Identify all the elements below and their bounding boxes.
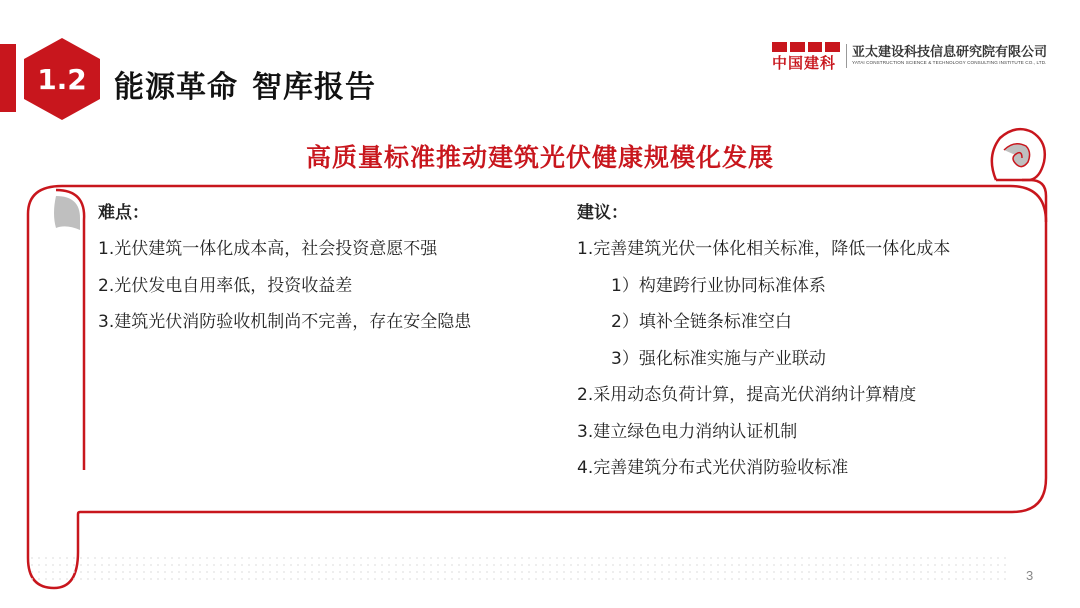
suggestion-item: 3.建立绿色电力消纳认证机制 [577,421,798,442]
suggestions-column [577,202,950,494]
difficulty-item: 2.光伏发电自用率低，投资收益差 [98,275,353,296]
section-title-part-a: 能源革命 [114,70,238,105]
suggestion-item: 4.完善建筑分布式光伏消防验收标准 [577,458,849,478]
company-name: 亚太建设科技信息研究院有限公司 [852,45,1048,60]
difficulty-item: 3.建筑光伏消防验收机制尚不完善，存在安全隐患 [98,312,472,332]
difficulties-title: 难点： [98,203,149,223]
section-number: 1.2 [37,62,87,96]
logo-mark-text: 中国建科 [772,54,837,72]
page-number: 3 [1026,568,1034,583]
suggestion-item: 1.完善建筑光伏一体化相关标准，降低一体化成本 [577,239,951,259]
difficulty-item: 1.光伏建筑一体化成本高，社会投资意愿不强 [98,239,438,259]
section-title-part-b: 智库报告 [252,70,376,105]
suggestions-title: 建议： [577,203,628,223]
suggestion-subitem: 3）强化标准实施与产业联动 [611,348,826,369]
main-heading: 高质量标准推动建筑光伏健康规模化发展 [305,143,774,172]
suggestion-subitem: 2）填补全链条标准空白 [611,312,792,332]
suggestion-subitem: 1）构建跨行业协同标准体系 [611,275,826,296]
difficulties-column [98,202,471,348]
dot-pattern-decoration [30,556,1010,584]
company-name-en: YATAI CONSTRUCTION SCIENCE & TECHNOLOGY CONSULTING INSTITUTE CO., LTD. [852,60,1047,65]
suggestion-item: 2.采用动态负荷计算，提高光伏消纳计算精度 [577,385,917,405]
